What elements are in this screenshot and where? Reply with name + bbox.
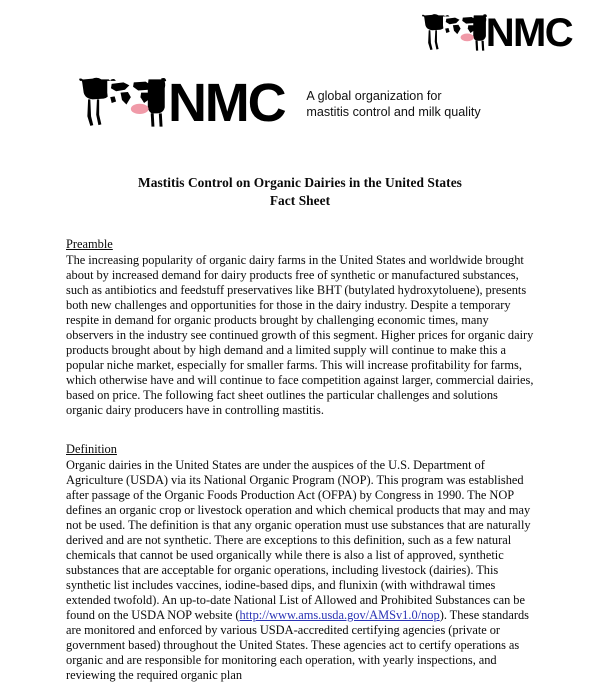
page-title [66, 174, 534, 209]
definition-text-after-link: ). These standards are monitored and enforced by various USDA-accredited certifying agencies (private or government based) throughout the United States. These agencies act to certify operations as organic and are responsible for monitoring each operation, with yearly inspections, and reviewing the required organic plan [66, 607, 529, 683]
section-heading-definition: Definition [66, 441, 117, 456]
usda-nop-website-link[interactable]: http://www.ams.usda.gov/AMSv1.0/nop [239, 607, 440, 622]
masthead-brand [0, 72, 600, 134]
page-header [0, 0, 600, 66]
page-title-line-2: Fact Sheet [269, 192, 331, 208]
document-page [0, 174, 600, 683]
corner-logo-wordmark: NMC [485, 11, 572, 55]
cow-world-map-icon [421, 12, 487, 54]
corner-brand-logo [421, 10, 572, 56]
tagline-line-2: mastitis control and milk quality [306, 104, 481, 119]
section-body-definition [66, 458, 534, 683]
section-body-preamble: The increasing popularity of organic dairy farms in the United States and worldwide brought about by increased demand for dairy products free of synthetic or manufactured substances, such as antibiotics and feedstuff preservatives like BHT (butylated hydroxytoluene), presents both new challenges and opportunities for those in the dairy industry. Despite a temporary respite in demand for organic products brought by challenging economic times, many observers in the industry see continued growth of this segment. Higher prices for organic dairy products brought about by high demand and a limited supply will continue to make this a popular niche market, especially for smaller farms. This will increase profitability for farms, which otherwise have and will continue to face competition against larger, commercial dairies, based on price. The following fact sheet outlines the particular challenges and solutions organic dairy producers have in controlling mastitis. [66, 253, 534, 418]
section-definition [66, 440, 534, 683]
masthead-wordmark: NMC [168, 73, 285, 133]
section-heading-preamble: Preamble [66, 237, 113, 251]
organization-tagline [306, 86, 480, 120]
cow-world-map-icon [74, 75, 170, 131]
section-preamble [66, 235, 534, 419]
definition-text-before-link: Organic dairies in the United States are under the auspices of the U.S. Department of Agriculture (USDA) via its National Organic Program (NOP). This program was established after passage of the Organic Foods Production Act (OFPA) by Congress in 1990. The NOP defines an organic crop or livestock operation and which chemical products that may and may not be used. The definition is that any organic operation must use substances that are naturally derived and are not synthetic. There are exceptions to this definition, such as a few natural chemicals that cannot be used organically while there is also a list of approved, synthetic substances that are acceptable for organic operations, including livestock (dairies). This synthetic list includes vaccines, iodine-based dips, and flunixin (with withdrawal times extended twofold). An up-to-date National List of Allowed and Prohibited Substances can be found on the USDA NOP website ( [66, 457, 531, 622]
tagline-line-1: A global organization for [306, 89, 442, 103]
page-title-line-1: Mastitis Control on Organic Dairies in the United States [138, 175, 462, 190]
